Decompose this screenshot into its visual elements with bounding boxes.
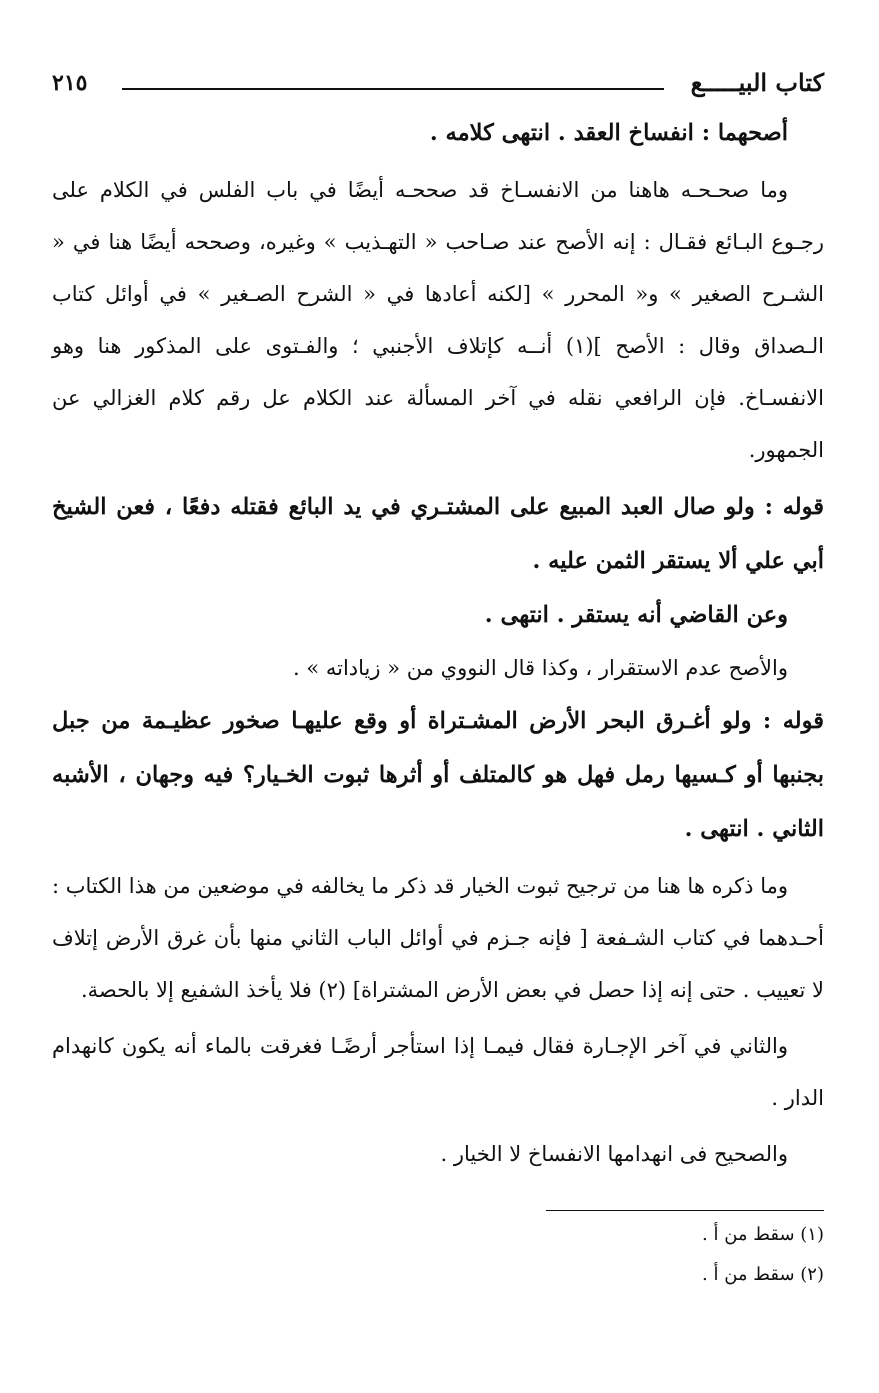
paragraph: والأصح عدم الاستقرار ، وكذا قال النووي من « زياداته » . (293, 656, 788, 680)
footnote-rule (546, 1210, 824, 1211)
paragraph-bold: قوله : ولو أغـرق البحر الأرض المشـتراة أو وقع عليهـا صخور عظيـمة من جبل بجنبها أو كـسيها رمل فهل هو كالمتلف أو أثرها ثبوت الخـيار؟ فيه وجهان ، الأشبه الثاني . انتهى . (52, 708, 824, 842)
paragraph: وما ذكره ها هنا من ترجيح ثبوت الخيار قد ذكر ما يخالفه في موضعين من هذا الكتاب : أحـدهما في كتاب الشـفعة [ فإنه جـزم في أوائل الباب الثاني منها بأن غرق الأرض إتلاف لا تعييب . حتى إنه إذا حصل في بعض الأرض المشتراة] (٢) فلا يأخذ الشفيع إلا بالحصة. (52, 874, 824, 1002)
paragraph-bold: أصحهما : انفساخ العقد . انتهى كلامه . (429, 120, 788, 146)
paragraph: والثاني في آخر الإجـارة فقال فيمـا إذا استأجر أرضًـا فغرقت بالماء أنه يكون كانهدام الدار . (52, 1034, 824, 1110)
footnote: (٢) سقط من أ . (702, 1264, 824, 1285)
paragraph-bold: قوله : ولو صال العبد المبيع على المشتـري في يد البائع فقتله دفعًا ، فعن الشيخ أبي علي ألا يستقر الثمن عليه . (52, 494, 824, 574)
chapter-title: كتاب البيـــــع (690, 68, 824, 97)
paragraph: والصحيح فى انهدامها الانفساخ لا الخيار . (440, 1142, 788, 1166)
paragraph: وما صحـحـه هاهنا من الانفسـاخ قد صححـه أيضًا في باب الفلس في الكلام على رجـوع البـائع فقـال : إنه الأصح عند صـاحب « التهـذيب » وغيره، وصححه أيضًا هنا في « الشـرح الصغير » و« المحرر » [لكنه أعادها في « الشرح الصـغير » في أوائل كتاب الـصداق وقال : الأصح ](١) أنــه كإتلاف الأجنبي ؛ والفـتوى على المذكور هنا وهو الانفسـاخ. فإن الرافعي نقله في آخر المسألة عند الكلام عل رقم كلام الغزالي عن الجمهور. (52, 178, 824, 462)
footnote: (١) سقط من أ . (702, 1224, 824, 1245)
running-header (52, 60, 824, 100)
header-rule (122, 88, 664, 90)
page-body (52, 106, 824, 1180)
book-page (52, 60, 824, 1293)
page-number: ٢١٥ (52, 70, 88, 96)
paragraph-bold: وعن القاضي أنه يستقر . انتهى . (484, 602, 788, 628)
